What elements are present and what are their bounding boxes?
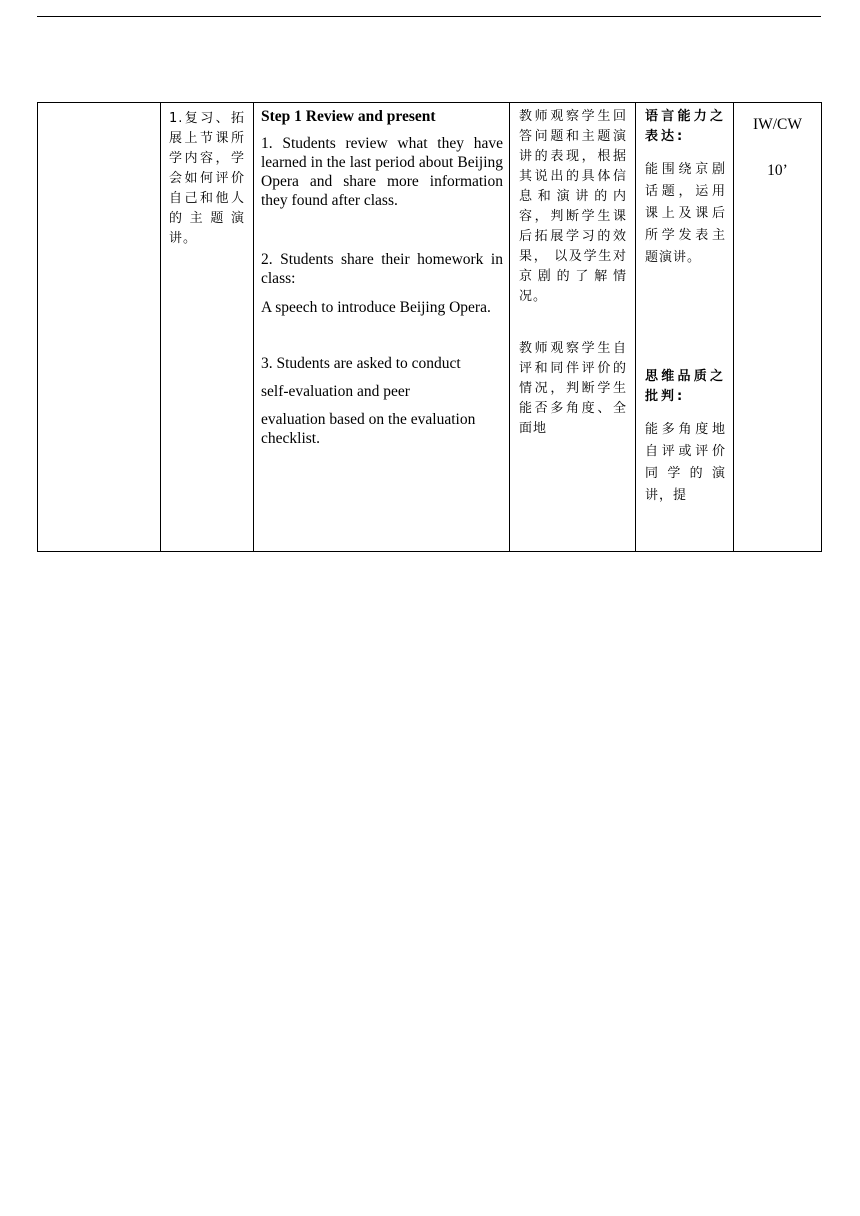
header-rule (37, 16, 821, 17)
step-item-2-detail: A speech to introduce Beijing Opera. (261, 299, 491, 316)
ability-heading-1: 语言能力之表达: (645, 109, 726, 144)
activity-time: 10’ (767, 162, 788, 179)
lesson-plan-table (37, 102, 822, 552)
step-item-1: 1. Students review what they have learned in the last period about Beijing Opera and share more information they found after class. (261, 135, 503, 209)
step-item-2: 2. Students share their homework in class: (261, 251, 503, 287)
objective-text: 1.复习、拓展上节课所学内容，学会如何评价自己和他人的主题演讲。 (169, 111, 245, 246)
step-item-3-line-3: evaluation based on the evaluation checklist. (261, 411, 476, 447)
ability-heading-2: 思维品质之批判: (645, 369, 726, 404)
assessment-cell (510, 103, 636, 552)
activity-format: IW/CW (752, 116, 803, 133)
ability-text-1: 能围绕京剧话题，运用课上及课后所学发表主题演讲。 (645, 162, 726, 265)
step-item-3-line-2: self-evaluation and peer (261, 383, 410, 400)
ability-cell (636, 103, 734, 552)
steps-cell (254, 103, 510, 552)
assessment-part-1: 教师观察学生回答问题和主题演讲的表现，根据其说出的具体信息和演讲的内容，判断学生课后拓展学习的效果， 以及学生对京剧的了解情况。 (519, 109, 627, 304)
assessment-part-2: 教师观察学生自评和同伴评价的情况，判断学生能否多角度、全面地 (519, 341, 627, 436)
mode-cell (734, 103, 822, 552)
objective-cell (161, 103, 254, 552)
blank-cell (38, 103, 161, 552)
ability-text-2: 能多角度地自评或评价同学的演讲，提 (645, 422, 726, 503)
step-title: Step 1 Review and present (261, 108, 436, 125)
table-row (38, 103, 822, 552)
step-item-3-line-1: 3. Students are asked to conduct (261, 355, 461, 372)
